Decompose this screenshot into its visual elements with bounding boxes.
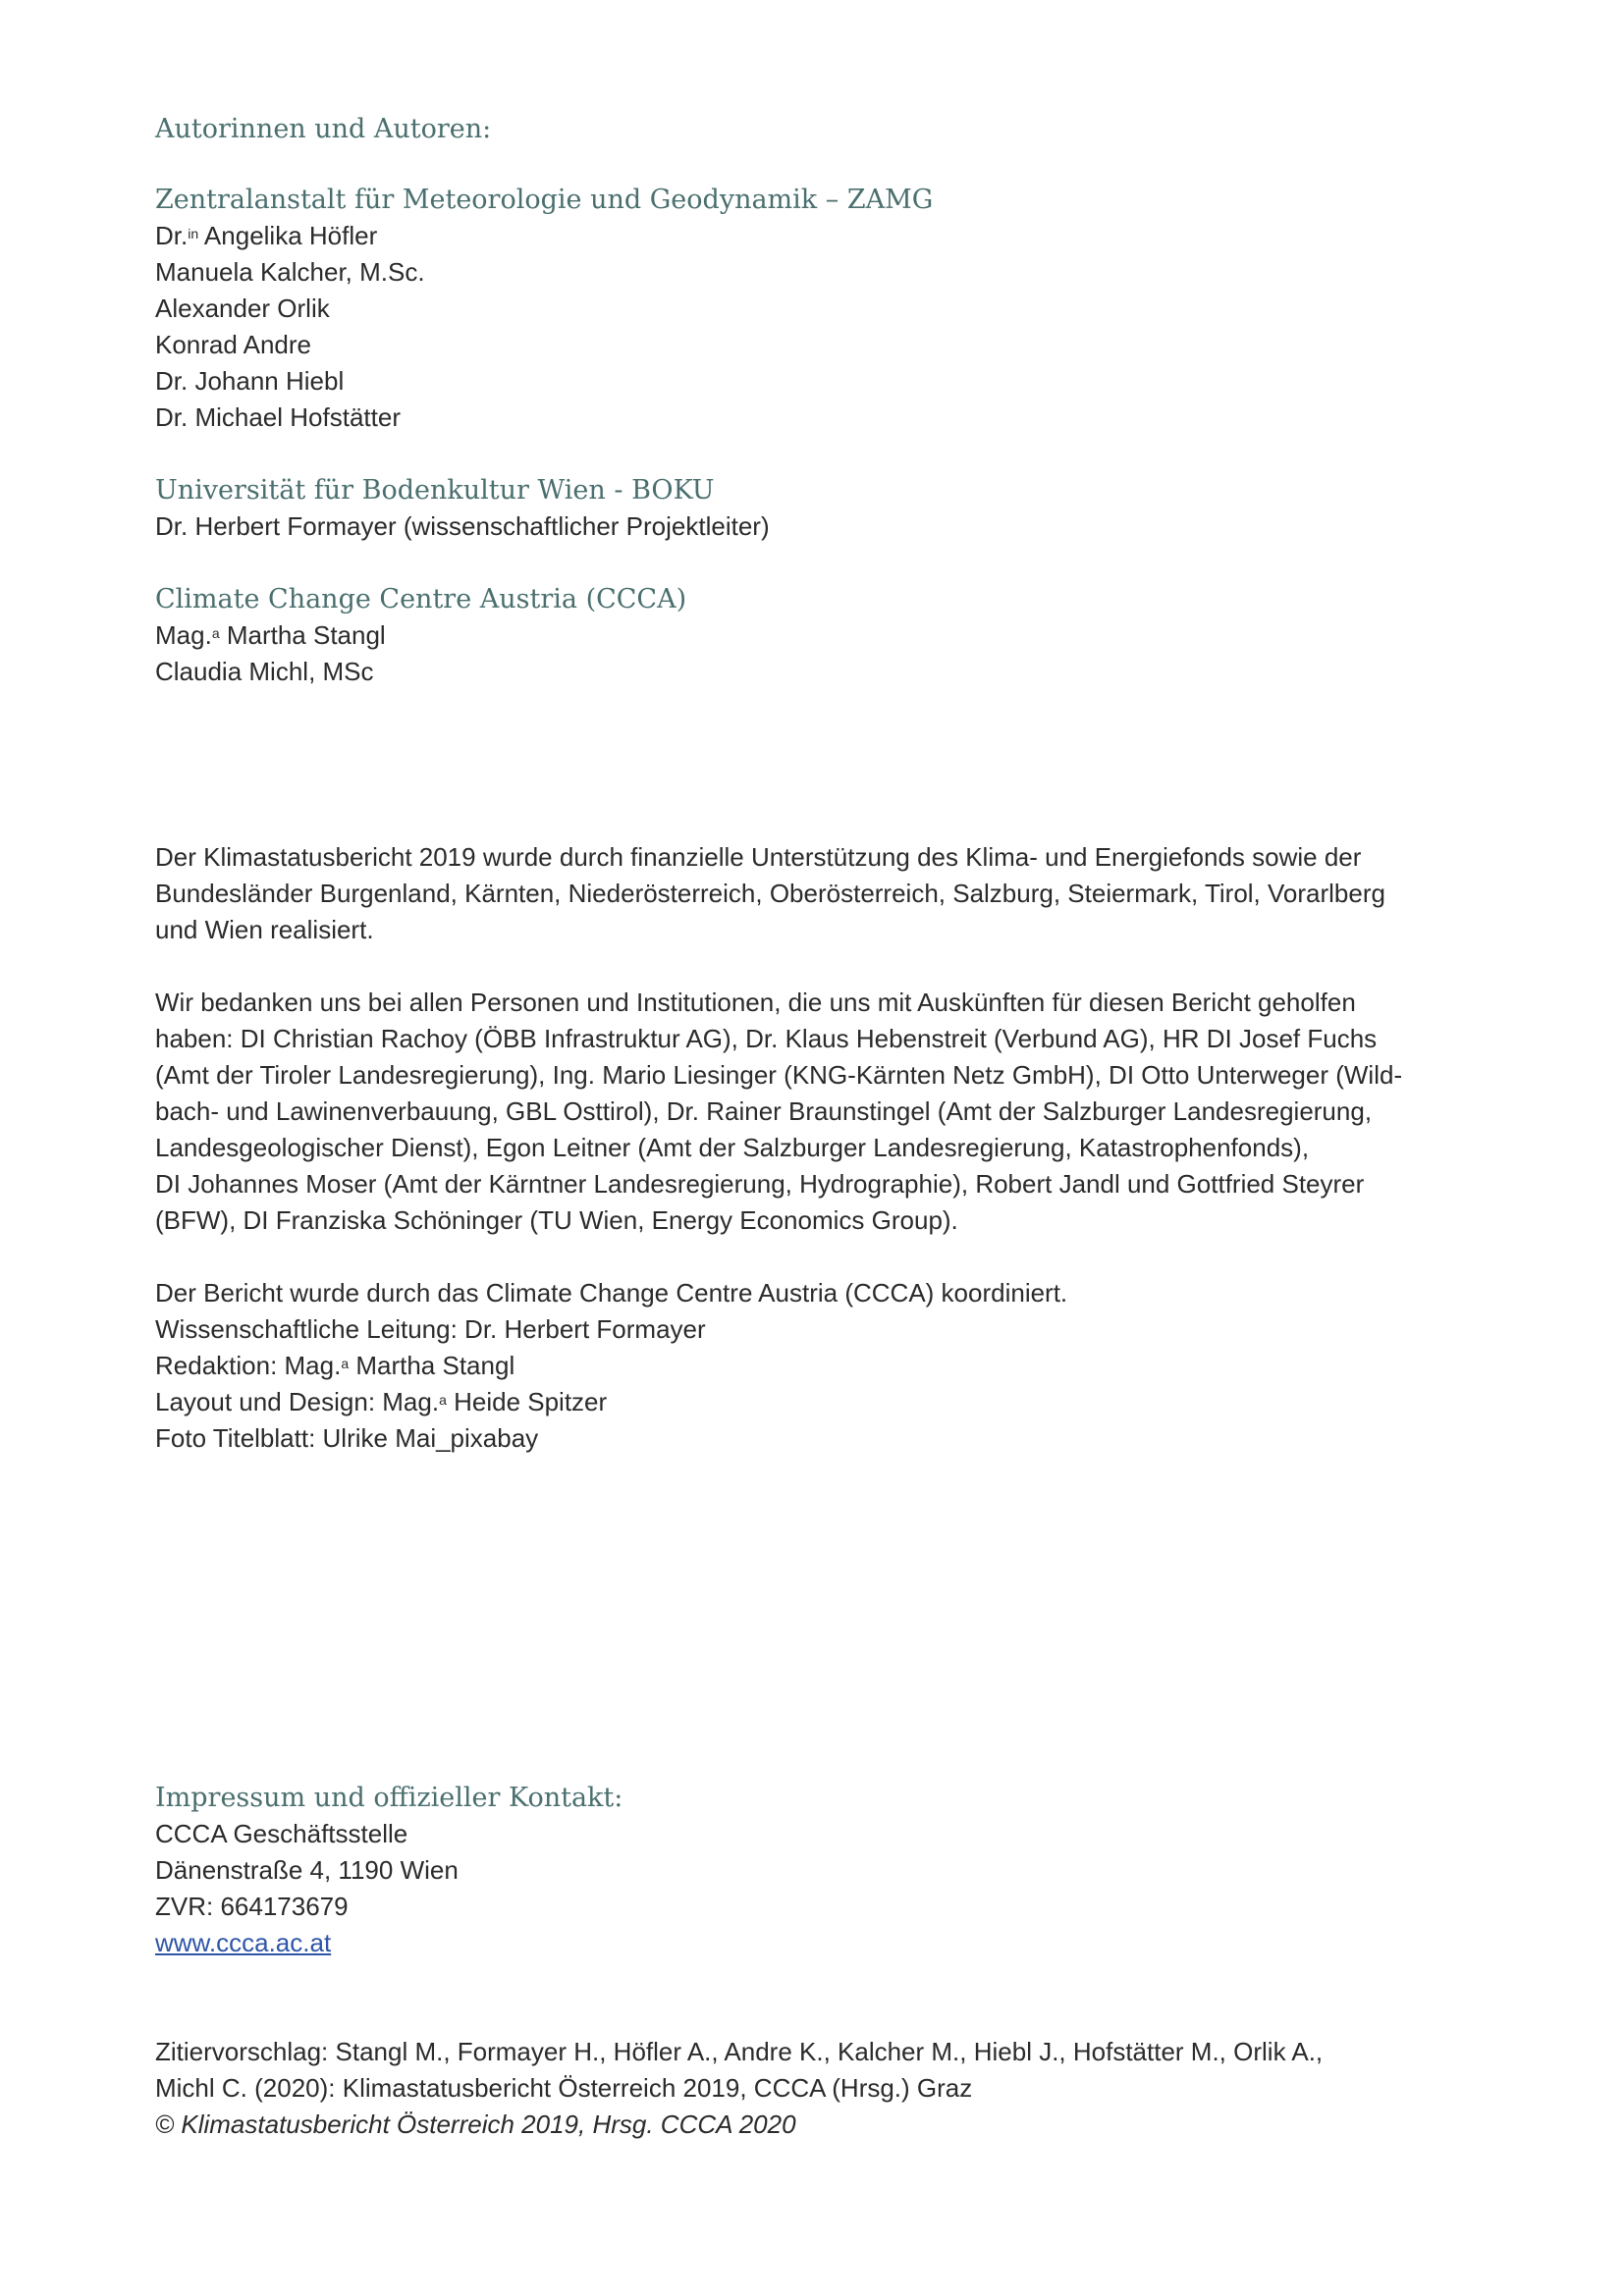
impressum-section: [155, 1781, 623, 1961]
address-line: ZVR: 664173679: [155, 1892, 349, 1921]
ccca-heading: Climate Change Centre Austria (CCCA): [155, 584, 687, 614]
copyright-line: © Klimastatusbericht Österreich 2019, Hrsg. CCCA 2020: [155, 2109, 796, 2139]
author-line: Dr. Michael Hofstätter: [155, 402, 401, 432]
ccca-section: [155, 582, 686, 690]
author-line: Dr.$^{in}$ Angelika Höfler: [155, 221, 378, 250]
authors-heading: Autorinnen und Autoren:: [155, 114, 492, 144]
zamg-heading: Zentralanstalt für Meteorologie und Geodynamik – ZAMG: [155, 185, 934, 215]
layout-line: Layout und Design: Mag.$^a$ Heide Spitzer: [155, 1387, 608, 1416]
thanks-paragraph: Wir bedanken uns bei allen Personen und Institutionen, die uns mit Auskünften für diesen Bericht geholfen haben: DI Christian Rachoy (ÖBB Infrastruktur AG), Dr. Klaus Hebenstreit (Verbund AG), HR DI Josef Fuchs (Amt der Tiroler Landesregierung), Ing. Mario Liesinger (KNG-Kärnten Netz GmbH), DI Otto Unterweger (Wild- bach- und Lawinenverbauung, GBL Osttirol), Dr. Rainer Braunstingel (Amt der Salzburger Landesregierung, Landesgeologischer Dienst), Egon Leitner (Amt der Salzburger Landesregierung, Katastrophenfonds), DI Johannes Moser (Amt der Kärntner Landesregierung, Hydrographie), Robert Jandl und Gottfried Steyrer (BFW), DI Franziska Schöninger (TU Wien, Energy Economics Group).: [155, 988, 1403, 1235]
author-line: Mag.$^a$ Martha Stangl: [155, 620, 386, 650]
author-line: Claudia Michl, MSc: [155, 657, 374, 686]
website-line: [155, 1925, 623, 1961]
coordination-line: Der Bericht wurde durch das Climate Change Centre Austria (CCCA) koordiniert.: [155, 1278, 1068, 1308]
citation-line: Michl C. (2020): Klimastatusbericht Österreich 2019, CCCA (Hrsg.) Graz: [155, 2073, 973, 2103]
boku-heading: Universität für Bodenkultur Wien - BOKU: [155, 475, 715, 506]
website-link[interactable]: www.ccca.ac.at: [155, 1928, 332, 1957]
citation-block: [155, 2034, 1323, 2143]
citation-line: Zitiervorschlag: Stangl M., Formayer H., Höfler A., Andre K., Kalcher M., Hiebl J., Hofstätter M., Orlik A.,: [155, 2037, 1324, 2066]
author-line: Alexander Orlik: [155, 294, 330, 323]
redaktion-line: Redaktion: Mag.$^a$ Martha Stangl: [155, 1351, 515, 1380]
boku-section: [155, 473, 770, 545]
author-line: Dr. Herbert Formayer (wissenschaftlicher Projektleiter): [155, 511, 770, 541]
author-line: Dr. Johann Hiebl: [155, 366, 345, 396]
author-line: Manuela Kalcher, M.Sc.: [155, 257, 425, 287]
address-line: Dänenstraße 4, 1190 Wien: [155, 1855, 459, 1885]
address-line: CCCA Geschäftsstelle: [155, 1819, 408, 1848]
author-line: Konrad Andre: [155, 330, 312, 359]
scientific-lead-line: Wissenschaftliche Leitung: Dr. Herbert Formayer: [155, 1314, 706, 1344]
impressum-heading: Impressum und offizieller Kontakt:: [155, 1783, 623, 1813]
coordination-block: [155, 1275, 1067, 1457]
photo-credit-line: Foto Titelblatt: Ulrike Mai_pixabay: [155, 1423, 539, 1453]
funding-paragraph: Der Klimastatusbericht 2019 wurde durch finanzielle Unterstützung des Klima- und Energiefonds sowie der Bundesländer Burgenland, Kärnten, Niederösterreich, Oberösterreich, Salzburg, Steiermark, Tirol, Vorarlberg und Wien realisiert.: [155, 842, 1385, 944]
zamg-section: [155, 183, 933, 436]
